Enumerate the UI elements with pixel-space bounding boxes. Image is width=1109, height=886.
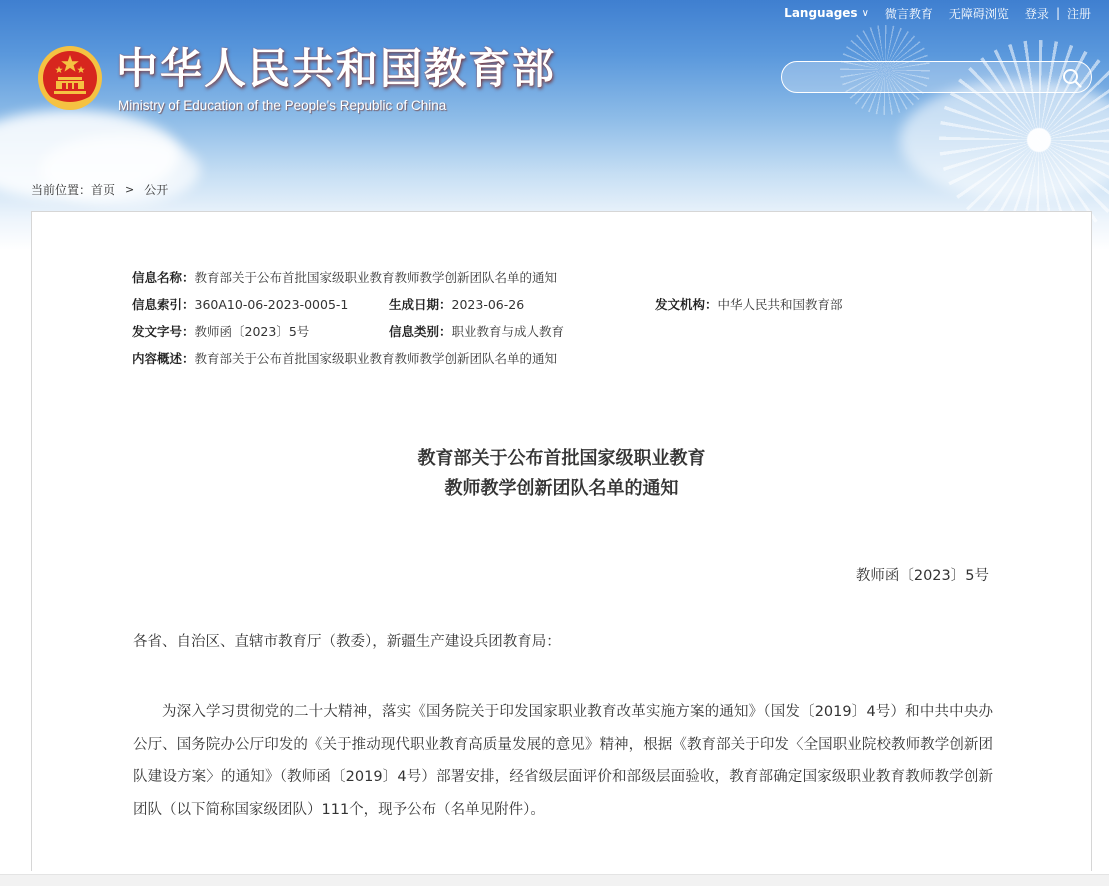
topbar-divider: | bbox=[1055, 6, 1060, 20]
meta-date-label: 生成日期： bbox=[389, 297, 452, 312]
document-title-line2: 教师教学创新团队名单的通知 bbox=[444, 478, 679, 499]
document-title-line1: 教育部关于公布首批国家级职业教育 bbox=[417, 448, 706, 469]
meta-name-label: 信息名称： bbox=[132, 270, 195, 285]
search-box bbox=[781, 61, 1092, 93]
meta-date-value: 2023-06-26 bbox=[451, 297, 525, 312]
meta-docno-value: 教师函〔2023〕5号 bbox=[194, 324, 310, 339]
breadcrumb-prefix: 当前位置： bbox=[31, 183, 92, 197]
meta-category-value: 职业教育与成人教育 bbox=[451, 324, 565, 339]
languages-label: Languages bbox=[784, 6, 858, 20]
meta-category-label: 信息类别： bbox=[389, 324, 452, 339]
meta-name-value: 教育部关于公布首批国家级职业教育教师教学创新团队名单的通知 bbox=[194, 270, 558, 285]
top-utility-bar bbox=[784, 4, 1091, 22]
document-number: 教师函〔2023〕5号 bbox=[855, 568, 989, 584]
site-subtitle: Ministry of Education of the People's Republic of China bbox=[118, 98, 447, 113]
meta-summary-label: 内容概述： bbox=[132, 351, 195, 366]
languages-menu[interactable] bbox=[784, 6, 869, 20]
meta-index-value: 360A10-06-2023-0005-1 bbox=[194, 297, 349, 312]
meta-org-value: 中华人民共和国教育部 bbox=[717, 297, 843, 312]
meta-summary-value: 教育部关于公布首批国家级职业教育教师教学创新团队名单的通知 bbox=[194, 351, 558, 366]
site-title[interactable]: 中华人民共和国教育部 bbox=[116, 44, 557, 93]
national-emblem-icon[interactable] bbox=[36, 44, 104, 112]
meta-index-label: 信息索引： bbox=[132, 297, 195, 312]
chevron-down-icon: ∨ bbox=[861, 7, 869, 19]
page-bottom-bar bbox=[0, 874, 1109, 886]
accessible-browse-link[interactable]: 无障碍浏览 bbox=[948, 6, 1009, 21]
breadcrumb-separator: > bbox=[125, 183, 135, 196]
login-link[interactable]: 登录 bbox=[1024, 6, 1049, 21]
breadcrumb-current[interactable]: 公开 bbox=[144, 183, 169, 197]
register-link[interactable]: 注册 bbox=[1066, 6, 1091, 21]
meta-docno-label: 发文字号： bbox=[132, 324, 195, 339]
document-address: 各省、自治区、直辖市教育厅（教委），新疆生产建设兵团教育局： bbox=[133, 634, 561, 650]
document-panel bbox=[31, 211, 1092, 871]
meta-org-label: 发文机构： bbox=[655, 297, 718, 312]
search-icon[interactable] bbox=[1061, 67, 1083, 89]
breadcrumb bbox=[31, 181, 168, 198]
search-input[interactable] bbox=[794, 68, 1054, 88]
document-paragraph: 为深入学习贯彻党的二十大精神，落实《国务院关于印发国家职业教育改革实施方案的通知》（国发〔2019〕4号）和中共中央办公厅、国务院办公厅印发的《关于推动现代职业教育高质量发展的意见》精神，根据《教育部关于印发〈全国职业院校教师教学创新团队建设方案〉的通知》（教师函〔2019〕4号）部署安排，经省级层面评价和部级层面验收，教育部确定国家级职业教育教师教学创新团队（以下简称国家级团队）111个，现予公布（名单见附件）。 bbox=[133, 704, 993, 818]
breadcrumb-home[interactable]: 首页 bbox=[91, 183, 116, 197]
weiyan-link[interactable]: 微言教育 bbox=[884, 6, 933, 21]
document-title bbox=[32, 444, 1091, 504]
